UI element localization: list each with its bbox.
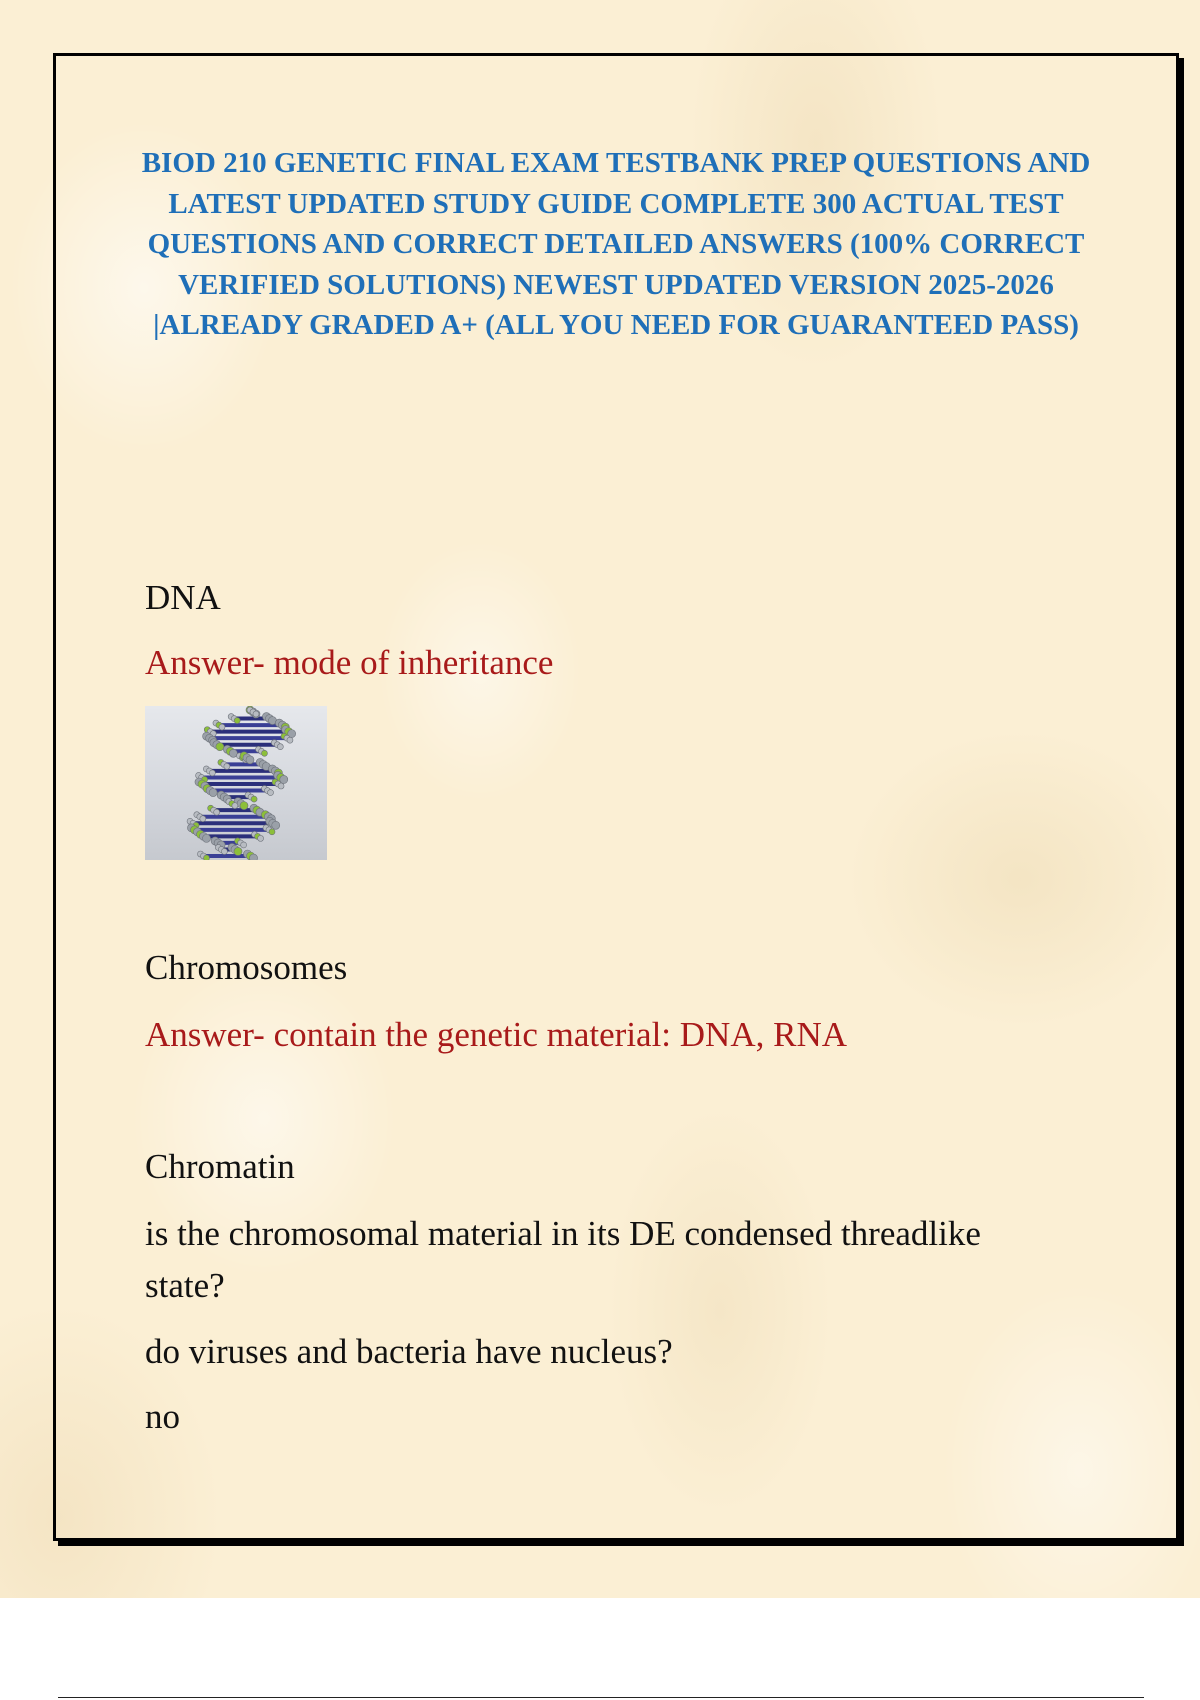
chromatin-definition: is the chromosomal material in its DE condensed threadlike state? [145,1214,981,1305]
backbone-atom [203,855,209,860]
term-chromatin: Chromatin [145,1147,295,1186]
backbone-atom [250,854,258,860]
backbone-atom [268,790,274,796]
backbone-atom [272,821,280,829]
footer-rule [58,1697,1144,1698]
backbone-atom [278,783,284,789]
backbone-atom [219,724,225,730]
backbone-atom [287,737,293,743]
backbone-atom [221,848,227,854]
answer-dna: Answer- mode of inheritance [145,643,554,682]
backbone-atom [216,743,224,751]
answer-chromosomes: Answer- contain the genetic material: DNA, RNA [145,1015,847,1054]
backbone-atom [261,750,267,756]
backbone-atom [232,803,238,809]
backbone-atom [214,809,220,815]
backbone-atom [234,718,240,724]
term-chromosomes: Chromosomes [145,948,348,987]
backbone-atom [202,834,210,842]
document-title: BIOD 210 GENETIC FINAL EXAM TESTBANK PREP QUESTIONS AND LATEST UPDATED STUDY GUIDE COMPLETE 300 ACTUAL TEST QUESTIONS AND CORRECT DETAILED ANSWERS (100% CORRECT VERIFIED SOLUTIONS) NEWEST UPDATED VERSION 2025-2026 |ALREADY GRADED A+ (ALL YOU NEED FOR GUARANTEED PASS) [141,147,1091,341]
backbone-atom [224,763,230,769]
backbone-atom [234,847,242,855]
backbone-atom [269,829,275,835]
dna-double-helix-icon [145,706,327,860]
backbone-atom [277,744,283,750]
backbone-atom [280,775,288,783]
backbone-atom [200,816,206,822]
backbone-atom [251,796,257,802]
question-answer: no [145,1397,180,1436]
backbone-atom [209,789,217,797]
question-nucleus: do viruses and bacteria have nucleus? [145,1332,673,1371]
term-dna: DNA [145,578,221,617]
backbone-atom [209,770,215,776]
backbone-atom [241,842,247,848]
backbone-atom [240,802,248,810]
backbone-atom [246,756,254,764]
backbone-atom [229,749,237,757]
backbone-atom [253,711,259,717]
backbone-atom [258,835,264,841]
